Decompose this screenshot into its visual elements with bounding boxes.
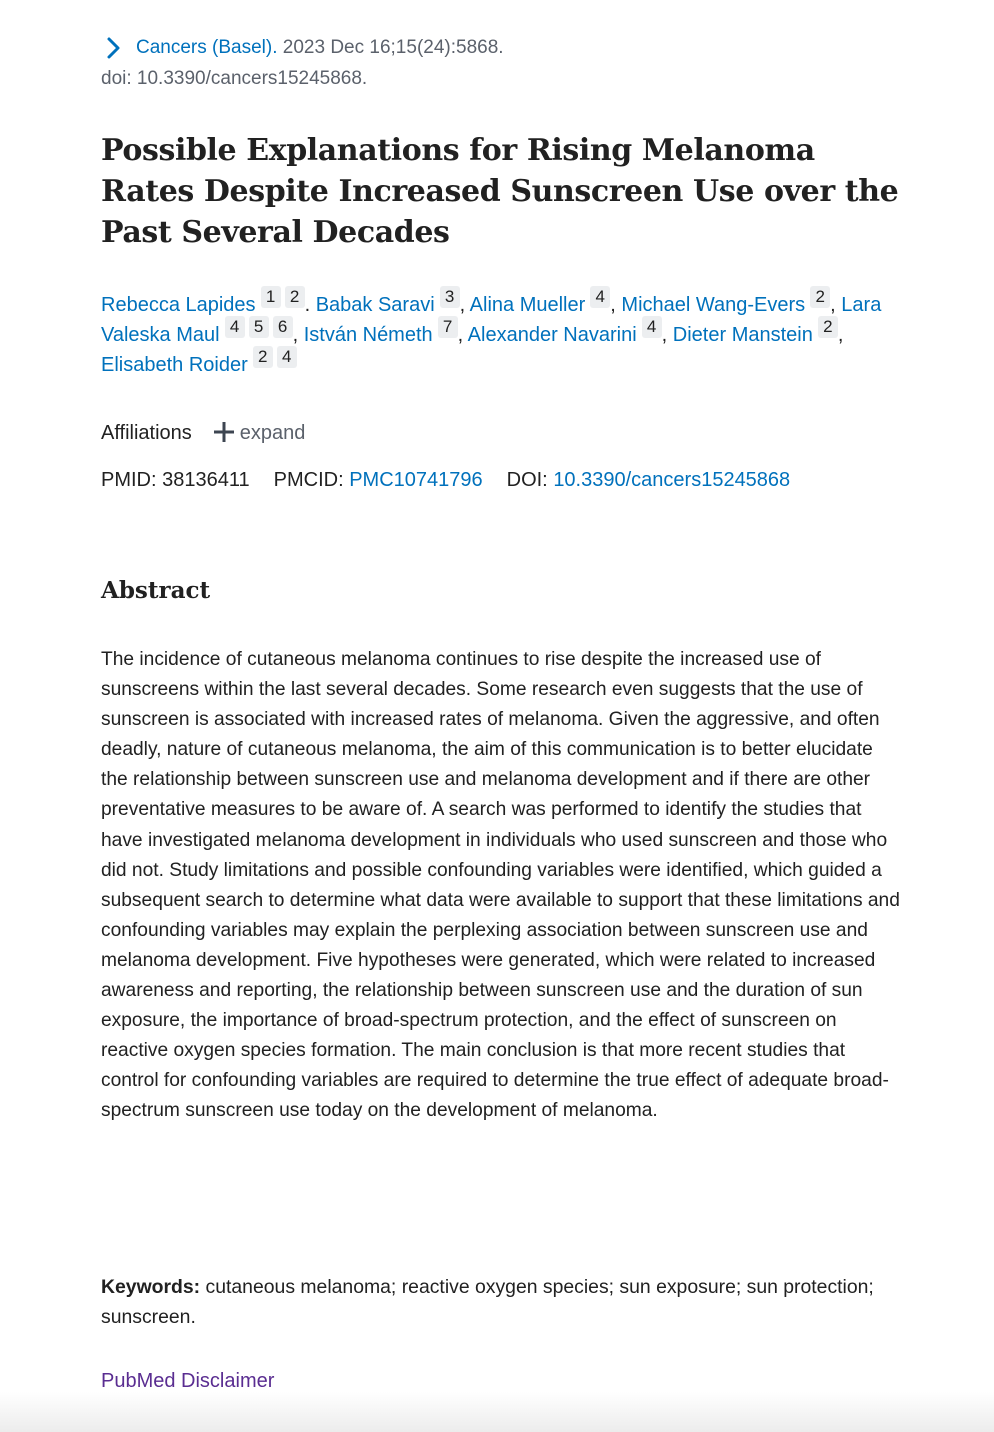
doi-link[interactable]: 10.3390/cancers15245868 bbox=[553, 469, 791, 491]
affiliation-badge[interactable]: 2 bbox=[818, 316, 838, 338]
pmcid-label: PMCID: bbox=[273, 469, 344, 491]
doi-label: DOI: bbox=[506, 469, 548, 491]
author-affiliation-badges bbox=[253, 347, 297, 380]
author-separator: , bbox=[457, 324, 464, 346]
affiliation-badge[interactable]: 4 bbox=[590, 286, 610, 308]
author-link[interactable]: Elisabeth Roider bbox=[101, 354, 248, 376]
affiliation-badge[interactable]: 2 bbox=[253, 346, 273, 368]
article-title: Possible Explanations for Rising Melanoma Rates Despite Increased Sunscreen Use over the Past Several Decades bbox=[101, 133, 899, 250]
expand-affiliations-toggle[interactable]: expand bbox=[239, 422, 306, 444]
journal-link[interactable]: Cancers (Basel). bbox=[136, 37, 278, 58]
identifiers bbox=[101, 466, 790, 494]
chevron-right-icon[interactable] bbox=[104, 36, 124, 60]
author-affiliation-badges bbox=[818, 317, 838, 350]
author-link[interactable]: Alina Mueller bbox=[469, 294, 586, 316]
plus-icon[interactable] bbox=[212, 420, 236, 444]
author-affiliation-badges bbox=[642, 317, 662, 350]
pmid-label: PMID: bbox=[101, 469, 157, 491]
pmid-value: 38136411 bbox=[162, 469, 250, 491]
author-link[interactable]: Alexander Navarini bbox=[467, 324, 637, 346]
affiliation-badge[interactable]: 1 bbox=[261, 286, 281, 308]
affiliation-badge[interactable]: 3 bbox=[440, 286, 460, 308]
affiliation-badge[interactable]: 5 bbox=[249, 316, 269, 338]
author-separator: , bbox=[459, 294, 466, 316]
pmcid-link[interactable]: PMC10741796 bbox=[349, 469, 483, 491]
affiliation-badge[interactable]: 6 bbox=[273, 316, 293, 338]
author-separator: , bbox=[292, 324, 299, 346]
author-link[interactable]: Babak Saravi bbox=[315, 294, 435, 316]
affiliation-badge[interactable]: 2 bbox=[285, 286, 305, 308]
abstract-heading: Abstract bbox=[101, 577, 211, 604]
keywords bbox=[101, 1272, 901, 1332]
affiliation-badge[interactable]: 4 bbox=[277, 346, 297, 368]
citation-doi: doi: 10.3390/cancers15245868. bbox=[101, 68, 368, 89]
author-affiliation-badges bbox=[438, 317, 458, 350]
citation bbox=[101, 32, 901, 94]
author-separator: , bbox=[610, 294, 616, 316]
affiliations-row bbox=[101, 419, 305, 447]
citation-line bbox=[101, 32, 901, 63]
authors-list bbox=[101, 287, 901, 380]
citation-details: 2023 Dec 16;15(24):5868. bbox=[282, 37, 504, 58]
author-separator: , bbox=[661, 324, 668, 346]
author-link[interactable]: Rebecca Lapides bbox=[101, 294, 256, 316]
affiliation-badge[interactable]: 4 bbox=[642, 316, 662, 338]
author-link[interactable]: Michael Wang-Evers bbox=[621, 294, 806, 316]
affiliation-badge[interactable]: 4 bbox=[225, 316, 245, 338]
affiliation-badge[interactable]: 2 bbox=[810, 286, 830, 308]
author-link[interactable]: Lara Valeska Maul bbox=[101, 294, 882, 346]
bottom-fade bbox=[0, 1392, 994, 1432]
author-separator: . bbox=[304, 294, 311, 316]
affiliation-badge[interactable]: 7 bbox=[438, 316, 458, 338]
keywords-label: Keywords: bbox=[101, 1276, 201, 1298]
keywords-text: cutaneous melanoma; reactive oxygen species; sun exposure; sun protection; sunscreen. bbox=[101, 1276, 874, 1328]
pubmed-disclaimer-link[interactable]: PubMed Disclaimer bbox=[101, 1370, 275, 1392]
author-link[interactable]: Dieter Manstein bbox=[672, 324, 813, 346]
author-separator: , bbox=[837, 324, 844, 346]
abstract-text: The incidence of cutaneous melanoma continues to rise despite the increased use of sunscreens within the last several decades. Some research even suggests that the use of sunscreen is associated with increased rates of melanoma. Given the aggressive, and often deadly, nature of cutaneous melanoma, the aim of this communication is to better elucidate the relationship between sunscreen use and melanoma development and if there are other preventative measures to be aware of. A search was performed to identify the studies that have investigated melanoma development in individuals who used sunscreen and those who did not. Study limitations and possible confounding variables were identified, which guided a subsequent search to determine what data were available to support that these limitations and confounding variables may explain the perplexing association between sunscreen use and melanoma development. Five hypotheses were generated, which were related to increased awareness and reporting, the relationship between sunscreen use and the duration of sun exposure, the importance of broad-spectrum protection, and the effect of sunscreen on reactive oxygen species formation. The main conclusion is that more recent studies that control for confounding variables are required to determine the true effect of adequate broad-spectrum sunscreen use today on the development of melanoma. bbox=[101, 649, 900, 1122]
author-separator: , bbox=[830, 294, 836, 316]
affiliations-label: Affiliations bbox=[101, 422, 192, 444]
author-affiliation-badges bbox=[590, 287, 610, 320]
author-link[interactable]: István Németh bbox=[303, 324, 433, 346]
